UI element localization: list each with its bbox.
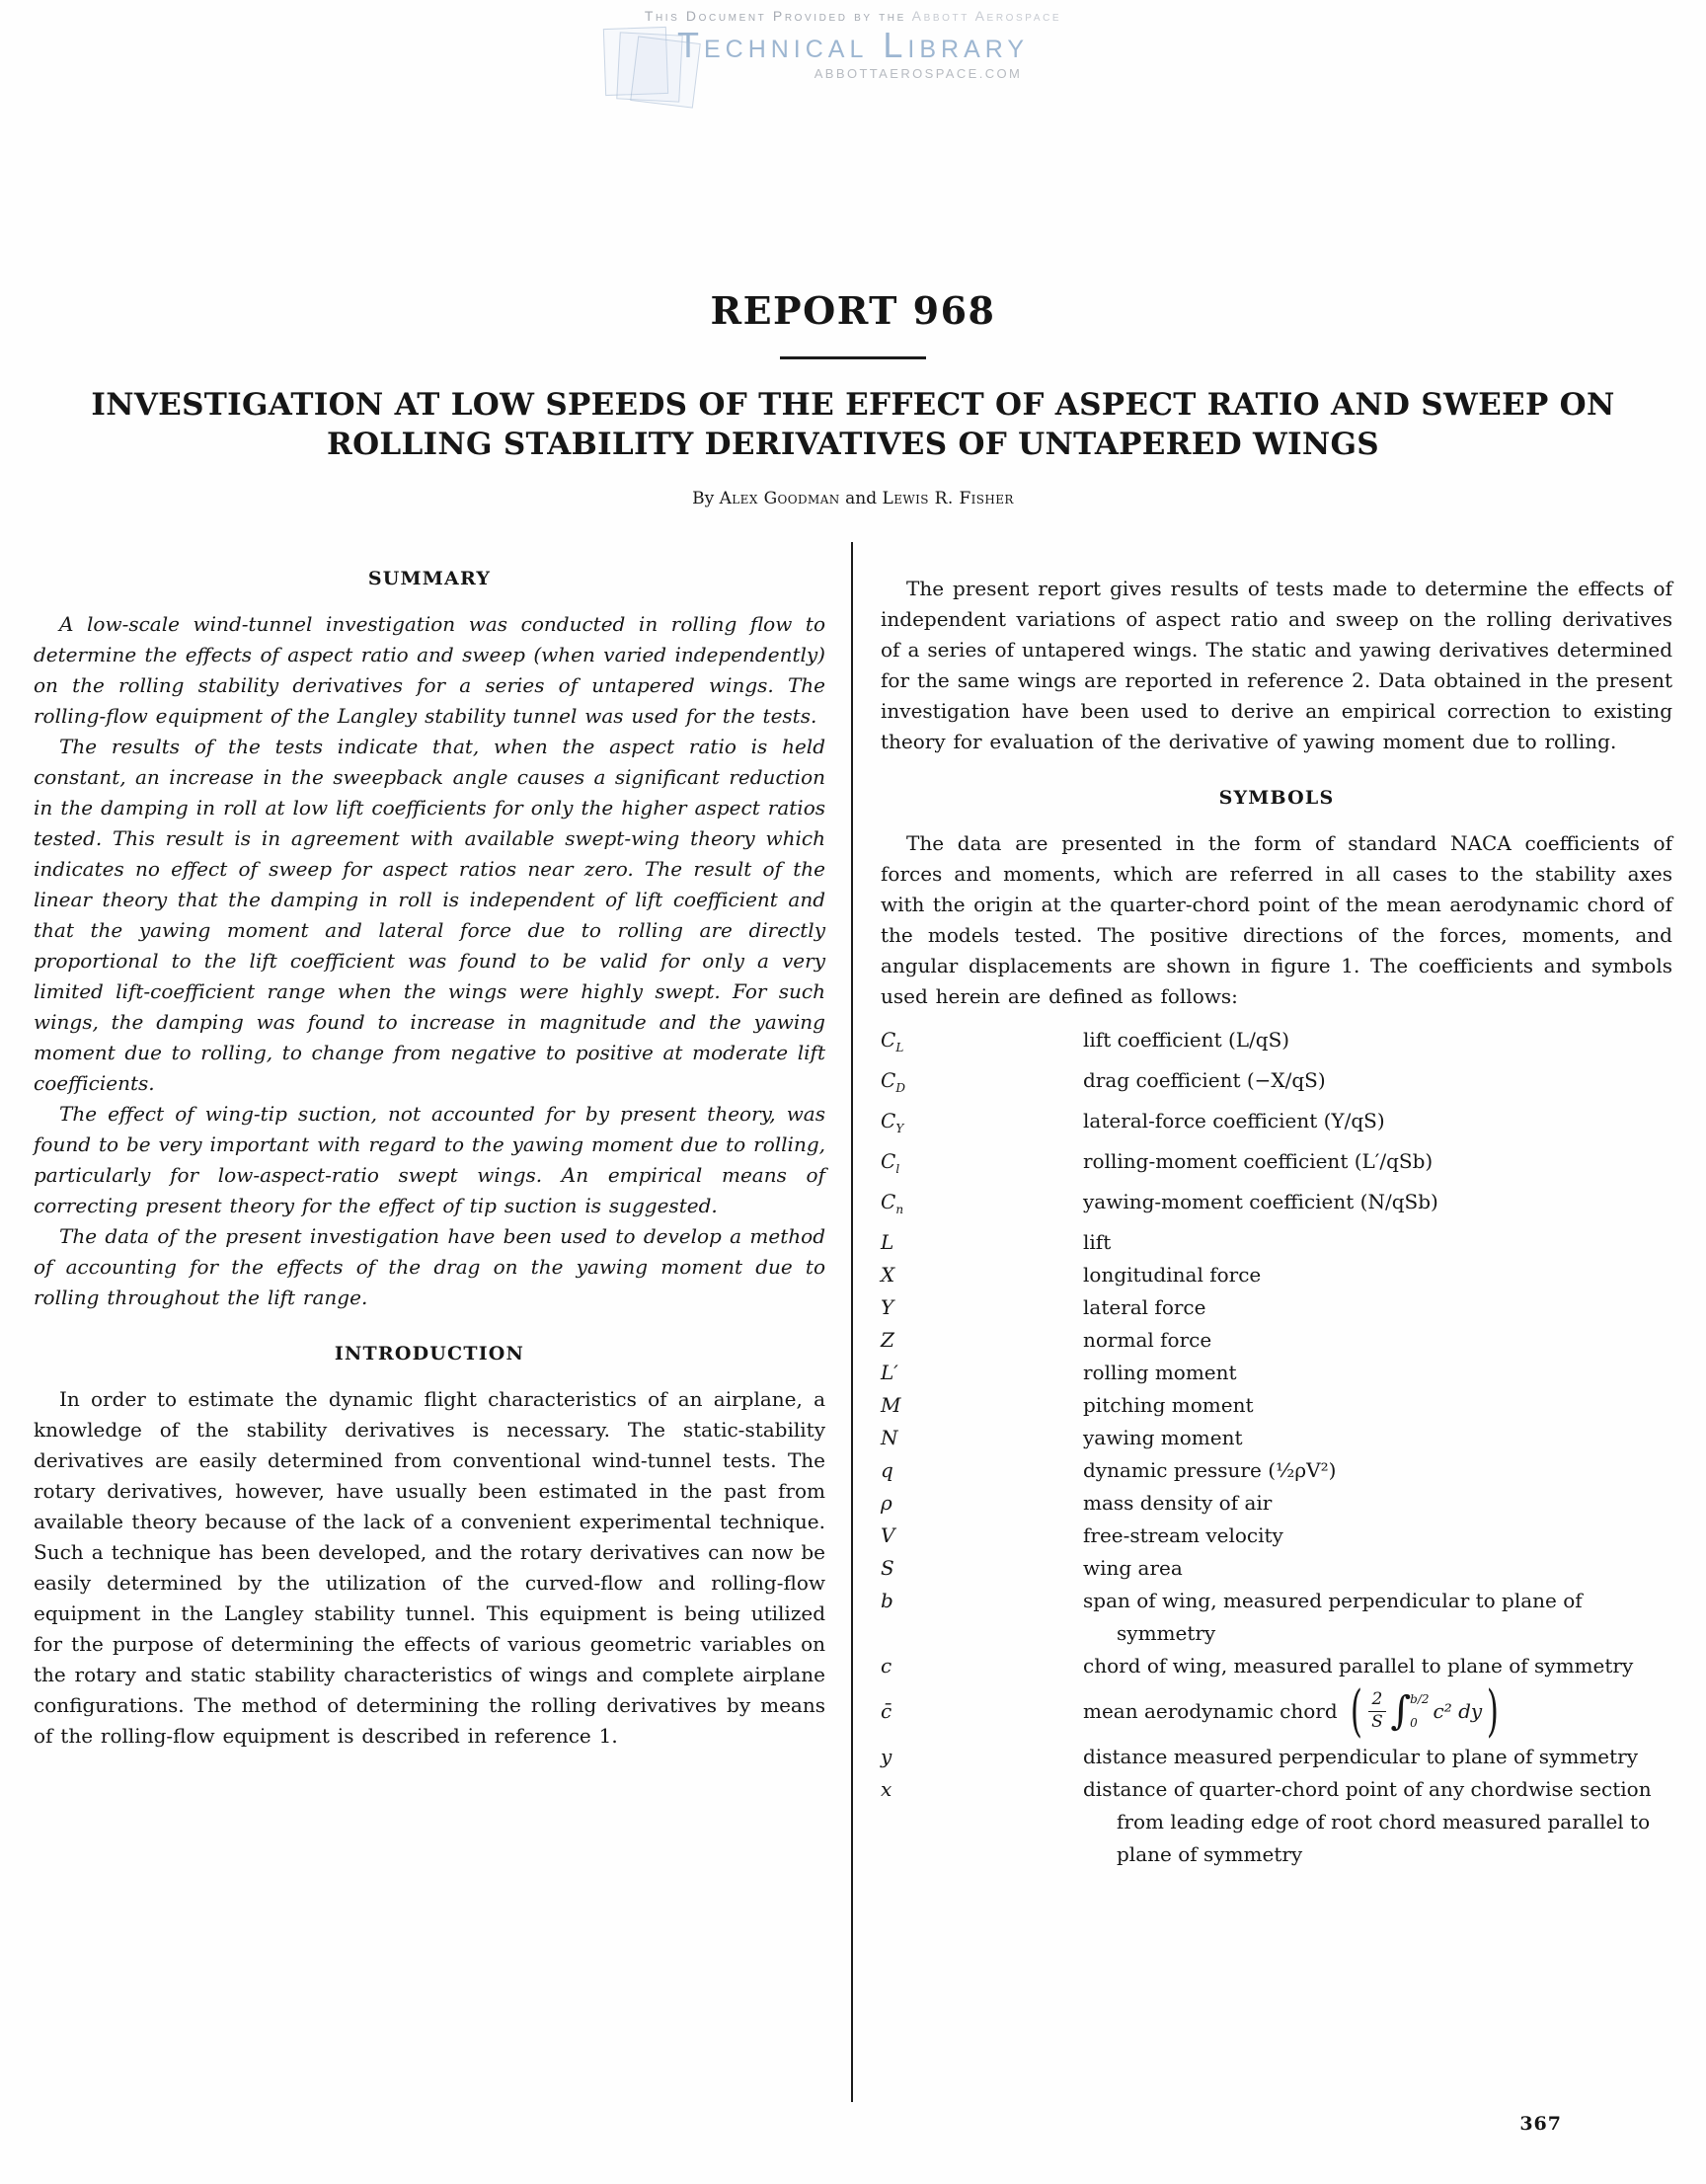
summary-paragraph-2: The results of the tests indicate that, when the aspect ratio is held constant, an increase in the sweepback angle causes a significant reduction in the damping in roll at low lift coefficients for only the higher aspect ratios tested. This result is in agreement with available swept-wing theory which indicates no effect of sweep for aspect ratios near zero. The result of the linear theory that the damping in roll is independent of lift coefficient and that the yawing moment and lateral force due to rolling are directly proportional to the lift coefficient was found to be valid for only a very limited lift-coefficient range when the wings were highly swept. For such wings, the damping was found to increase in magnitude and the yawing moment due to rolling, to change from negative to positive at moderate lift coefficients. bbox=[34, 734, 825, 1095]
provided-by-line bbox=[0, 8, 1706, 24]
symbol-row-Y bbox=[881, 1291, 1672, 1324]
symbol: V bbox=[881, 1522, 895, 1547]
symbol-definition: yawing-moment coefficient (N/qSb) bbox=[1083, 1189, 1438, 1213]
two-column-body bbox=[34, 542, 1672, 2102]
left-column bbox=[34, 542, 853, 2102]
introduction-heading: INTRODUCTION bbox=[334, 1342, 525, 1365]
symbol-base: C bbox=[881, 1067, 896, 1092]
symbol: M bbox=[881, 1392, 901, 1417]
symbol: Y bbox=[881, 1294, 894, 1319]
symbol-row-x bbox=[881, 1773, 1672, 1871]
symbol-row-Cl bbox=[881, 1145, 1672, 1186]
symbol-definition: dynamic pressure (½ρV²) bbox=[1083, 1457, 1337, 1482]
symbol-definition bbox=[1083, 1678, 1672, 1744]
author-1: Alex Goodman bbox=[719, 488, 840, 508]
summary-heading: SUMMARY bbox=[367, 567, 492, 589]
mean-chord-formula bbox=[1346, 1678, 1504, 1744]
summary-paragraph-3: The effect of wing-tip suction, not accounted for by present theory, was found to be very important with regard to the yawing moment due to rolling, particularly for low-aspect-ratio swept wings. An empirical means of correcting present theory for the effect of tip suction is suggested. bbox=[34, 1101, 825, 1217]
symbol bbox=[881, 1186, 1083, 1226]
symbol-definition: yawing moment bbox=[1083, 1425, 1243, 1449]
integral bbox=[1390, 1688, 1430, 1735]
symbol: c bbox=[881, 1653, 892, 1677]
provided-by-text: This Document Provided by the bbox=[644, 8, 906, 24]
symbol-row-N bbox=[881, 1422, 1672, 1454]
symbol-row-X bbox=[881, 1259, 1672, 1291]
symbol-definition: distance of quarter-chord point of any chordwise section from leading edge of root chord measured parallel to plane of symmetry bbox=[1083, 1777, 1652, 1867]
symbol-base: C bbox=[881, 1189, 896, 1213]
symbols-intro-paragraph: The data are presented in the form of standard NACA coefficients of forces and moments, which are referred in all cases to the stability axes with the origin at the quarter-chord point of the mean aerodynamic chord of the models tested. The positive directions of the forces, moments, and angular displacements are shown in figure 1. The coefficients and symbols used herein are defined as follows: bbox=[881, 830, 1672, 1008]
symbol bbox=[881, 1024, 1083, 1064]
symbol-row-CL bbox=[881, 1024, 1672, 1064]
symbol: X bbox=[881, 1262, 895, 1287]
symbol: N bbox=[881, 1425, 898, 1449]
symbol: Z bbox=[881, 1327, 894, 1352]
symbol: y bbox=[881, 1745, 892, 1769]
page-number: 367 bbox=[1519, 2113, 1562, 2135]
symbol: ρ bbox=[881, 1490, 892, 1515]
symbol bbox=[881, 1064, 1083, 1105]
opening-paragraph: The present report gives results of tests made to determine the effects of independent variations of aspect ratio and sweep on the rolling derivatives of a series of untapered wings. The static and yawing derivatives determined for the same wings are reported in reference 2. Data obtained in the present investigation have been used to derive an empirical correction to existing theory for evaluation of the derivative of yawing moment due to rolling. bbox=[881, 576, 1672, 753]
stacked-pages-icon bbox=[604, 24, 703, 103]
symbol-row-Z bbox=[881, 1324, 1672, 1357]
symbol-definition: span of wing, measured perpendicular to plane of symmetry bbox=[1083, 1588, 1583, 1645]
report-title-line1: INVESTIGATION AT LOW SPEEDS OF THE EFFECT OF ASPECT RATIO AND SWEEP ON bbox=[91, 387, 1615, 423]
symbol: x bbox=[881, 1777, 892, 1802]
report-number: REPORT 968 bbox=[710, 288, 996, 333]
fraction-denominator: S bbox=[1371, 1711, 1383, 1732]
symbol: c̄ bbox=[881, 1698, 892, 1723]
library-website: ABBOTTAEROSPACE.COM bbox=[814, 66, 1023, 82]
symbol-row-CY bbox=[881, 1105, 1672, 1145]
right-column bbox=[853, 542, 1672, 2102]
symbol-subscript: D bbox=[895, 1080, 905, 1095]
symbol-base: C bbox=[881, 1108, 896, 1132]
symbol-definition: pitching moment bbox=[1083, 1392, 1254, 1417]
symbol-row-c bbox=[881, 1650, 1672, 1682]
symbol: L′ bbox=[881, 1360, 898, 1384]
symbol-row-cbar bbox=[881, 1678, 1672, 1744]
integral-sign: ∫ bbox=[1390, 1688, 1412, 1735]
byline bbox=[0, 489, 1706, 508]
symbol-definition: normal force bbox=[1083, 1327, 1212, 1352]
symbol-base: C bbox=[881, 1148, 896, 1173]
summary-paragraph-4: The data of the present investigation have been used to develop a method of accounting for the effects of the drag on the yawing moment due to rolling throughout the lift range. bbox=[34, 1223, 825, 1309]
symbol-definition: lateral force bbox=[1083, 1294, 1206, 1319]
symbol: b bbox=[881, 1588, 893, 1612]
author-2: Lewis R. Fisher bbox=[882, 488, 1014, 508]
byline-and: and bbox=[839, 488, 883, 508]
symbol-subscript: L bbox=[895, 1040, 904, 1054]
symbol: L bbox=[881, 1229, 894, 1254]
symbol: q bbox=[881, 1457, 893, 1482]
report-title bbox=[69, 385, 1637, 465]
symbol-definition: longitudinal force bbox=[1083, 1262, 1262, 1287]
library-title: Technical Library bbox=[676, 25, 1030, 66]
fraction-numerator: 2 bbox=[1368, 1690, 1387, 1712]
open-paren: ( bbox=[1350, 1678, 1362, 1744]
symbol-definition: rolling moment bbox=[1083, 1360, 1237, 1384]
symbol-subscript: l bbox=[895, 1161, 900, 1176]
symbol: S bbox=[881, 1555, 894, 1580]
symbol bbox=[881, 1105, 1083, 1145]
symbol-row-Lprime bbox=[881, 1357, 1672, 1389]
byline-prefix: By bbox=[692, 488, 720, 508]
provider-org-text: Abbott Aerospace bbox=[911, 8, 1062, 24]
symbol-row-L bbox=[881, 1226, 1672, 1259]
symbol-row-b bbox=[881, 1585, 1672, 1650]
report-title-line2: ROLLING STABILITY DERIVATIVES OF UNTAPERED WINGS bbox=[327, 427, 1379, 463]
title-rule bbox=[780, 356, 926, 359]
symbol-row-S bbox=[881, 1552, 1672, 1585]
symbol-subscript: Y bbox=[895, 1121, 904, 1135]
symbol-definition: wing area bbox=[1083, 1555, 1183, 1580]
integral-limits bbox=[1410, 1690, 1429, 1732]
symbol-definition: drag coefficient (−X/qS) bbox=[1083, 1067, 1326, 1092]
symbols-list bbox=[881, 1024, 1672, 1872]
symbol bbox=[881, 1145, 1083, 1186]
symbol-row-q bbox=[881, 1454, 1672, 1487]
symbol-definition: distance measured perpendicular to plane of symmetry bbox=[1083, 1745, 1639, 1769]
symbol-definition: free-stream velocity bbox=[1083, 1522, 1283, 1547]
close-paren: ) bbox=[1487, 1678, 1500, 1744]
symbol-row-CD bbox=[881, 1064, 1672, 1105]
summary-paragraph-1: A low-scale wind-tunnel investigation was conducted in rolling flow to determine the effects of aspect ratio and sweep (when varied independently) on the rolling stability derivatives for a series of untapered wings. The rolling-flow equipment of the Langley stability tunnel was used for the tests. bbox=[34, 611, 825, 728]
symbol-subscript: n bbox=[895, 1202, 904, 1216]
symbol-base: C bbox=[881, 1027, 896, 1052]
symbol-row-V bbox=[881, 1520, 1672, 1552]
symbol-row-rho bbox=[881, 1487, 1672, 1520]
integral-lower-limit: 0 bbox=[1410, 1716, 1418, 1731]
mean-chord-label: mean aerodynamic chord bbox=[1083, 1698, 1338, 1723]
integrand: c² dy bbox=[1433, 1699, 1483, 1724]
symbol-definition: lift bbox=[1083, 1229, 1112, 1254]
introduction-paragraph: In order to estimate the dynamic flight characteristics of an airplane, a knowledge of the stability derivatives is necessary. The static-stability derivatives are easily determined from conventional wind-tunnel tests. The rotary derivatives, however, have usually been estimated in the past from available theory because of the lack of a convenient experimental technique. Such a technique has been developed, and the rotary derivatives can now be easily determined by the utilization of the curved-flow and rolling-flow equipment in the Langley stability tunnel. This equipment is being utilized for the purpose of determining the effects of various geometric variables on the rotary and static stability characteristics of wings and complete airplane configurations. The method of determining the rolling derivatives by means of the rolling-flow equipment is described in reference 1. bbox=[34, 1386, 825, 1748]
symbol-definition: lateral-force coefficient (Y/qS) bbox=[1083, 1108, 1385, 1132]
symbol-definition: lift coefficient (L/qS) bbox=[1083, 1027, 1290, 1052]
symbols-heading: SYMBOLS bbox=[1218, 786, 1335, 809]
symbol-definition: chord of wing, measured parallel to plane of symmetry bbox=[1083, 1653, 1634, 1677]
symbol-row-M bbox=[881, 1389, 1672, 1422]
symbol-row-y bbox=[881, 1741, 1672, 1773]
symbol-definition: rolling-moment coefficient (L′/qSb) bbox=[1083, 1148, 1434, 1173]
integral-upper-limit: b/2 bbox=[1410, 1692, 1430, 1707]
symbol-definition: mass density of air bbox=[1083, 1490, 1273, 1515]
provider-logo bbox=[0, 8, 1706, 82]
fraction bbox=[1368, 1690, 1387, 1732]
symbol-row-Cn bbox=[881, 1186, 1672, 1226]
